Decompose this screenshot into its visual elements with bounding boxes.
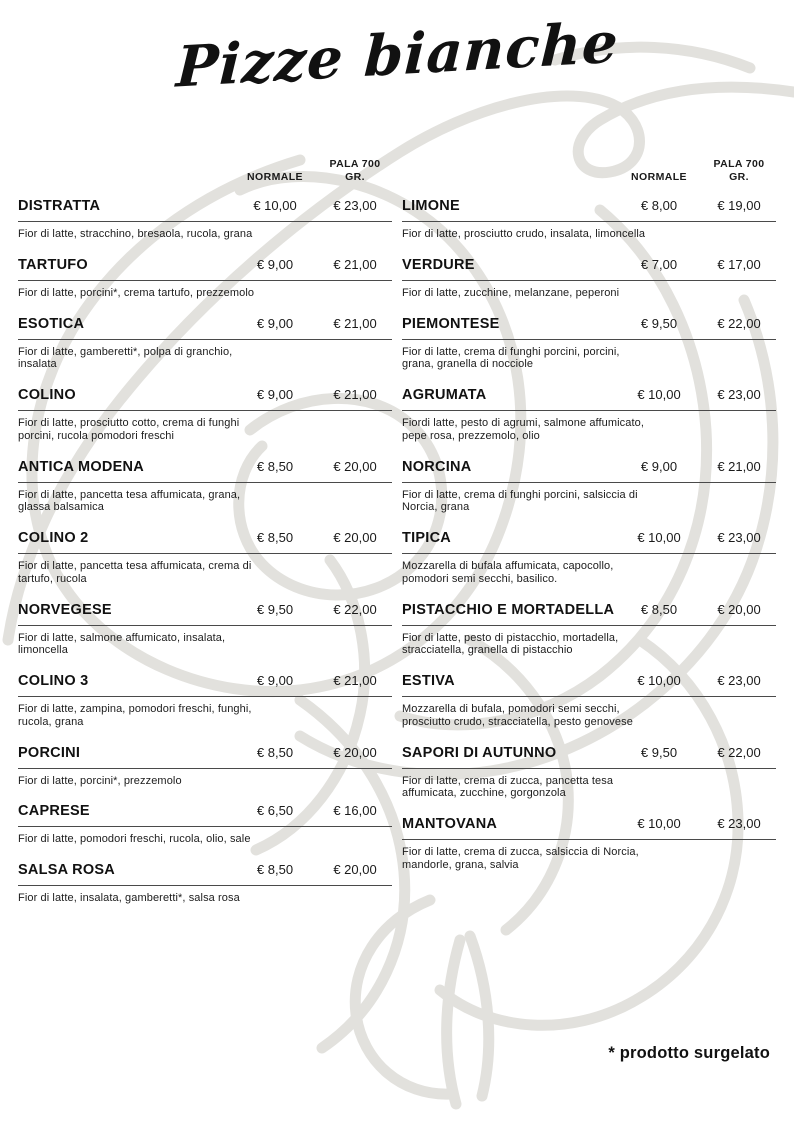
menu-item-name: NORVEGESE bbox=[18, 601, 112, 618]
menu-item-prices bbox=[622, 316, 776, 331]
price-pala-700-gr: € 19,00 bbox=[717, 198, 761, 213]
menu-item-name: ESTIVA bbox=[402, 673, 455, 689]
menu-item-name: LIMONE bbox=[402, 198, 460, 214]
header-pala-700-gr bbox=[318, 158, 392, 184]
menu-item-divider bbox=[402, 625, 776, 626]
price-normale: € 9,00 bbox=[256, 315, 294, 331]
price-pala-700-gr: € 23,00 bbox=[717, 673, 761, 688]
menu-item bbox=[402, 673, 776, 729]
menu-item bbox=[18, 602, 392, 658]
menu-item-name: PORCINI bbox=[18, 744, 81, 761]
menu-item bbox=[18, 257, 392, 300]
menu-column-right bbox=[402, 142, 776, 921]
menu-item-description: Fior di latte, salmone affumicato, insalata, limoncella bbox=[18, 631, 226, 657]
menu-item-divider bbox=[402, 339, 776, 340]
menu-item-row bbox=[18, 198, 392, 214]
menu-item-description: Fior di latte, pesto di pistacchio, mortadella, stracciatella, granella di pistacchio bbox=[402, 631, 619, 657]
menu-item bbox=[402, 316, 776, 372]
menu-item-description: Fior di latte, zucchine, melanzane, peperoni bbox=[402, 286, 620, 299]
menu-item-description: Mozzarella di bufala, pomodori semi secchi, prosciutto crudo, stracciatella, pesto genovese bbox=[402, 703, 633, 728]
menu-item-name: COLINO bbox=[18, 387, 76, 403]
menu-item-prices bbox=[238, 602, 392, 617]
menu-item-description: Fior di latte, crema di funghi porcini, salsiccia di Norcia, grana bbox=[402, 488, 638, 514]
price-normale: € 9,50 bbox=[640, 744, 678, 760]
menu-item-row bbox=[18, 673, 392, 689]
menu-item-name: COLINO 3 bbox=[18, 673, 89, 689]
menu-item-divider bbox=[18, 768, 392, 769]
menu-item-description: Fior di latte, insalata, gamberetti*, salsa rosa bbox=[18, 892, 240, 904]
menu-item bbox=[18, 459, 392, 515]
header-pala-line2: GR. bbox=[729, 171, 749, 184]
menu-item bbox=[18, 316, 392, 372]
menu-item-row bbox=[18, 745, 392, 761]
menu-item-prices bbox=[238, 673, 392, 688]
menu-item-description: Fior di latte, pancetta tesa affumicata, crema di tartufo, rucola bbox=[18, 560, 252, 585]
menu-item-divider bbox=[402, 839, 776, 840]
menu-item-divider bbox=[402, 768, 776, 769]
menu-item-prices bbox=[238, 198, 392, 213]
menu-item-prices bbox=[622, 198, 776, 213]
menu-item-prices bbox=[622, 459, 776, 474]
price-column-headers-left bbox=[18, 142, 392, 184]
price-pala-700-gr: € 17,00 bbox=[717, 256, 761, 272]
menu-item-name: VERDURE bbox=[402, 256, 475, 273]
price-normale: € 8,50 bbox=[256, 530, 294, 545]
menu-item-description: Fior di latte, prosciutto cotto, crema di funghi porcini, rucola pomodori freschi bbox=[18, 417, 240, 442]
price-normale: € 8,50 bbox=[256, 862, 294, 877]
price-normale: € 10,00 bbox=[637, 673, 681, 688]
price-pala-700-gr: € 21,00 bbox=[333, 673, 377, 688]
header-pala-line2: GR. bbox=[345, 171, 365, 184]
price-normale: € 10,00 bbox=[637, 530, 681, 545]
menu-item-name: NORCINA bbox=[402, 458, 472, 475]
price-pala-700-gr: € 21,00 bbox=[717, 458, 761, 474]
header-pala-700-gr bbox=[702, 158, 776, 184]
menu-item-description: Fior di latte, stracchino, bresaola, rucola, grana bbox=[18, 228, 253, 240]
menu-item-prices bbox=[622, 602, 776, 617]
menu-item bbox=[18, 198, 392, 241]
menu-item bbox=[18, 530, 392, 586]
menu-item-prices bbox=[238, 459, 392, 474]
menu-item-description: Fior di latte, porcini*, crema tartufo, prezzemolo bbox=[18, 286, 255, 299]
menu-item-name: TIPICA bbox=[402, 530, 452, 546]
menu-item bbox=[18, 803, 392, 846]
price-normale: € 7,00 bbox=[640, 256, 678, 272]
price-pala-700-gr: € 22,00 bbox=[717, 744, 761, 760]
menu-item bbox=[18, 673, 392, 729]
price-column-headers-right bbox=[402, 142, 776, 184]
menu-item-name: DISTRATTA bbox=[18, 198, 101, 214]
menu-item-row bbox=[402, 816, 776, 832]
price-pala-700-gr: € 23,00 bbox=[717, 387, 761, 402]
menu-item-prices bbox=[238, 803, 392, 818]
price-normale: € 10,00 bbox=[637, 816, 681, 831]
price-pala-700-gr: € 22,00 bbox=[717, 315, 761, 331]
price-pala-700-gr: € 21,00 bbox=[333, 256, 377, 272]
header-pala-line1: PALA 700 bbox=[329, 158, 381, 171]
price-normale: € 9,00 bbox=[256, 673, 294, 688]
menu-item bbox=[402, 387, 776, 443]
menu-items-left bbox=[18, 198, 392, 905]
menu-item-row bbox=[18, 459, 392, 475]
price-normale: € 9,00 bbox=[256, 387, 294, 402]
menu-item-name: TARTUFO bbox=[18, 256, 88, 273]
menu-item-row bbox=[402, 673, 776, 689]
menu-item-divider bbox=[18, 696, 392, 697]
menu-item-description: Fior di latte, crema di funghi porcini, porcini, grana, granella di nocciole bbox=[402, 345, 620, 371]
menu-item-description: Fior di latte, pomodori freschi, rucola, olio, sale bbox=[18, 833, 251, 846]
menu-item bbox=[402, 257, 776, 300]
menu-item bbox=[402, 198, 776, 241]
price-normale: € 9,50 bbox=[256, 601, 294, 617]
menu-item-row bbox=[402, 257, 776, 273]
menu-item-row bbox=[18, 257, 392, 273]
menu-item-description: Fiordi latte, pesto di agrumi, salmone affumicato, pepe rosa, prezzemolo, olio bbox=[402, 417, 645, 442]
price-pala-700-gr: € 22,00 bbox=[333, 601, 377, 617]
menu-item-row bbox=[18, 387, 392, 403]
page-title: Pizze bianche bbox=[174, 9, 620, 101]
menu-item-row bbox=[18, 862, 392, 878]
menu-item-row bbox=[402, 198, 776, 214]
menu-item-name: AGRUMATA bbox=[402, 387, 487, 403]
menu-item-name: COLINO 2 bbox=[18, 530, 89, 546]
menu-item-row bbox=[402, 745, 776, 761]
menu-item-divider bbox=[402, 280, 776, 281]
menu-item-description: Fior di latte, gamberetti*, polpa di granchio, insalata bbox=[18, 345, 233, 371]
price-pala-700-gr: € 20,00 bbox=[333, 862, 377, 877]
menu-item-divider bbox=[402, 410, 776, 411]
price-normale: € 9,50 bbox=[640, 315, 678, 331]
price-pala-700-gr: € 21,00 bbox=[333, 315, 377, 331]
menu-item-divider bbox=[402, 553, 776, 554]
menu-item bbox=[402, 602, 776, 658]
menu-column-left bbox=[18, 142, 392, 921]
menu-item-row bbox=[402, 316, 776, 332]
menu-item-prices bbox=[622, 673, 776, 688]
menu-item-divider bbox=[402, 482, 776, 483]
menu-item-divider bbox=[18, 553, 392, 554]
menu-item-prices bbox=[238, 257, 392, 272]
menu-item bbox=[402, 530, 776, 586]
menu-item-name: SAPORI DI AUTUNNO bbox=[402, 744, 557, 761]
menu-item-prices bbox=[238, 387, 392, 402]
price-pala-700-gr: € 23,00 bbox=[717, 530, 761, 545]
price-normale: € 8,50 bbox=[256, 458, 294, 474]
price-normale: € 8,00 bbox=[640, 198, 678, 213]
price-normale: € 8,50 bbox=[256, 744, 294, 760]
menu-item-prices bbox=[622, 387, 776, 402]
menu-item-divider bbox=[18, 339, 392, 340]
menu-item-name: ESOTICA bbox=[18, 315, 85, 332]
price-pala-700-gr: € 20,00 bbox=[717, 601, 761, 617]
menu-item-row bbox=[18, 602, 392, 618]
menu-item-divider bbox=[18, 885, 392, 886]
menu-item-divider bbox=[402, 696, 776, 697]
price-normale: € 9,00 bbox=[640, 458, 678, 474]
menu-item-description: Fior di latte, crema di zucca, pancetta tesa affumicata, zucchine, gorgonzola bbox=[402, 774, 614, 800]
menu-item-description: Fior di latte, porcini*, prezzemolo bbox=[18, 774, 182, 787]
menu-item-divider bbox=[18, 280, 392, 281]
price-pala-700-gr: € 20,00 bbox=[333, 458, 377, 474]
menu-item bbox=[18, 387, 392, 443]
price-pala-700-gr: € 23,00 bbox=[717, 816, 761, 831]
menu-item-divider bbox=[18, 625, 392, 626]
price-normale: € 10,00 bbox=[637, 387, 681, 402]
menu-item-prices bbox=[622, 745, 776, 760]
menu-item-description: Fior di latte, zampina, pomodori freschi, funghi, rucola, grana bbox=[18, 703, 252, 728]
menu-item-description: Fior di latte, pancetta tesa affumicata, grana, glassa balsamica bbox=[18, 488, 241, 514]
price-normale: € 8,50 bbox=[640, 601, 678, 617]
menu-item bbox=[18, 745, 392, 788]
menu-item-row bbox=[402, 530, 776, 546]
menu-item-name: PISTACCHIO E MORTADELLA bbox=[402, 601, 615, 618]
menu-item-row bbox=[402, 387, 776, 403]
menu-item-name: PIEMONTESE bbox=[402, 315, 500, 332]
header-normale: NORMALE bbox=[247, 171, 303, 184]
menu-columns bbox=[0, 142, 794, 921]
menu-item-name: SALSA ROSA bbox=[18, 862, 116, 878]
price-pala-700-gr: € 20,00 bbox=[333, 744, 377, 760]
menu-item-divider bbox=[402, 221, 776, 222]
menu-item-divider bbox=[18, 221, 392, 222]
menu-item-divider bbox=[18, 482, 392, 483]
menu-item-description: Mozzarella di bufala affumicata, capocollo, pomodori semi secchi, basilico. bbox=[402, 560, 614, 585]
menu-item-prices bbox=[238, 745, 392, 760]
menu-item-description: Fior di latte, prosciutto crudo, insalata, limoncella bbox=[402, 228, 646, 240]
menu-item-name: CAPRESE bbox=[18, 803, 90, 820]
header-normale: NORMALE bbox=[631, 171, 687, 184]
menu-item bbox=[402, 816, 776, 872]
menu-item-row bbox=[18, 530, 392, 546]
price-normale: € 6,50 bbox=[256, 803, 294, 819]
menu-item-row bbox=[402, 602, 776, 618]
menu-item bbox=[402, 459, 776, 515]
menu-item-row bbox=[402, 459, 776, 475]
menu-item-prices bbox=[622, 257, 776, 272]
header-pala-line1: PALA 700 bbox=[713, 158, 765, 171]
menu-item-divider bbox=[18, 410, 392, 411]
menu-item bbox=[18, 862, 392, 905]
menu-items-right bbox=[402, 198, 776, 872]
price-normale: € 10,00 bbox=[253, 198, 297, 213]
price-pala-700-gr: € 20,00 bbox=[333, 530, 377, 545]
price-pala-700-gr: € 23,00 bbox=[333, 198, 377, 213]
menu-item-name: MANTOVANA bbox=[402, 816, 498, 832]
menu-item-prices bbox=[622, 530, 776, 545]
menu-item-description: Fior di latte, crema di zucca, salsiccia di Norcia, mandorle, grana, salvia bbox=[402, 846, 639, 871]
menu-item-prices bbox=[622, 816, 776, 831]
frozen-product-footnote: * prodotto surgelato bbox=[608, 1044, 770, 1062]
page-title-wrap bbox=[0, 9, 794, 101]
menu-item bbox=[402, 745, 776, 801]
menu-item-prices bbox=[238, 530, 392, 545]
price-normale: € 9,00 bbox=[256, 256, 294, 272]
menu-item-name: ANTICA MODENA bbox=[18, 458, 144, 475]
price-pala-700-gr: € 21,00 bbox=[333, 387, 377, 402]
menu-item-prices bbox=[238, 316, 392, 331]
price-pala-700-gr: € 16,00 bbox=[333, 803, 377, 819]
menu-item-divider bbox=[18, 826, 392, 827]
menu-item-prices bbox=[238, 862, 392, 877]
menu-item-row bbox=[18, 803, 392, 819]
menu-item-row bbox=[18, 316, 392, 332]
